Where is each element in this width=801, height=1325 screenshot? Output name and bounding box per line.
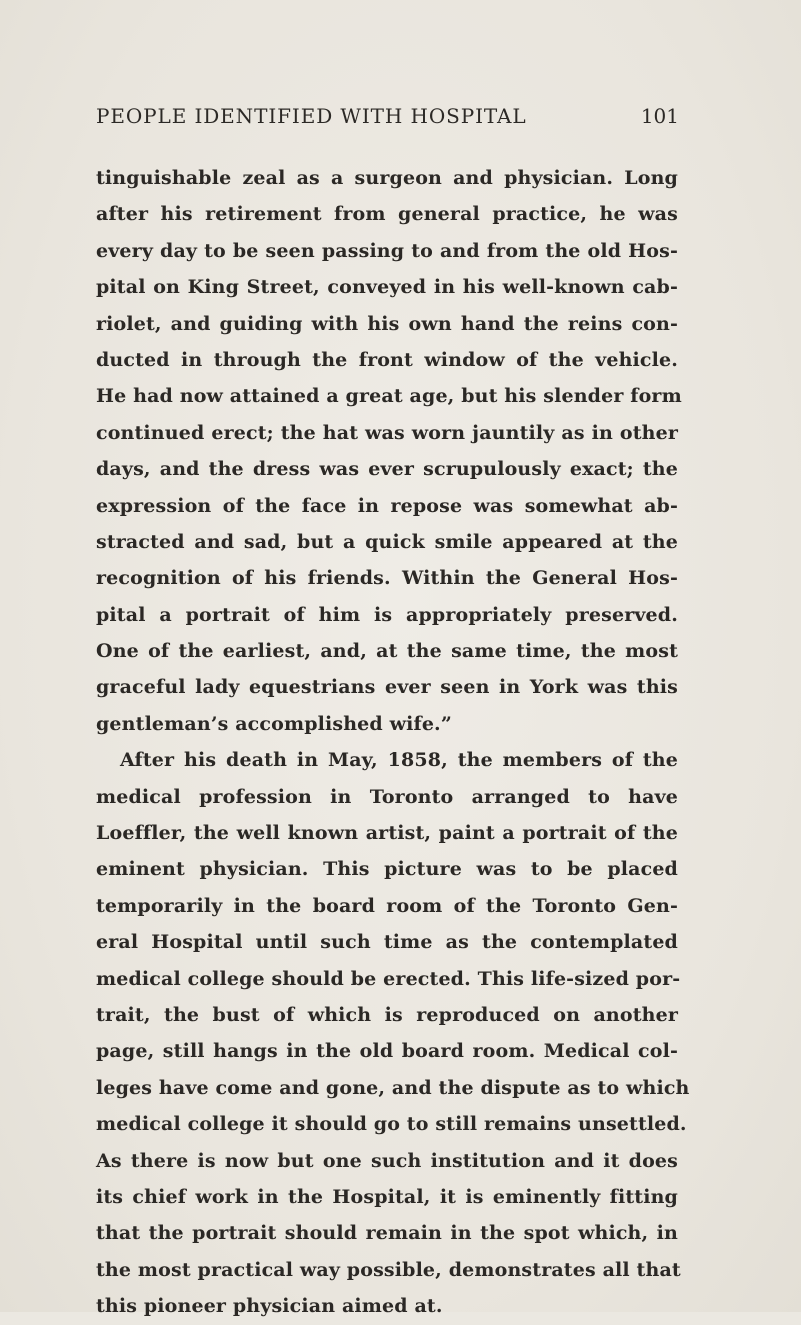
text-line: medical college should be erected. This life-sized por- xyxy=(96,967,681,990)
text-line: medical profession in Toronto arranged to have xyxy=(96,785,678,808)
text-line: eminent physician. This picture was to be placed xyxy=(96,858,678,881)
text-line: recognition of his friends. Within the General Hos- xyxy=(96,567,678,590)
text-line: As there is now but one such institution and it does xyxy=(96,1149,678,1172)
text-line: this pioneer physician aimed at. xyxy=(96,1295,443,1318)
text-line: He had now attained a great age, but his slender form xyxy=(96,385,682,408)
text-line: trait, the bust of which is reproduced on another xyxy=(96,1003,678,1026)
text-line: the most practical way possible, demonstrates all that xyxy=(96,1258,681,1281)
text-line: eral Hospital until such time as the contemplated xyxy=(96,931,678,954)
text-line: pital a portrait of him is appropriately preserved. xyxy=(96,603,678,626)
text-line: after his retirement from general practice, he was xyxy=(96,203,678,226)
text-line: continued erect; the hat was worn jauntily as in other xyxy=(96,421,678,444)
body-text xyxy=(96,160,690,1325)
text-line: stracted and sad, but a quick smile appeared at the xyxy=(96,530,678,553)
page-header xyxy=(96,104,679,134)
text-line: gentleman’s accomplished wife.” xyxy=(96,712,452,735)
running-title: PEOPLE IDENTIFIED WITH HOSPITAL xyxy=(96,104,527,128)
text-line: medical college it should go to still remains unsettled. xyxy=(96,1113,687,1136)
text-line: days, and the dress was ever scrupulously exact; the xyxy=(96,458,678,481)
text-line: every day to be seen passing to and from the old Hos- xyxy=(96,239,678,262)
text-line: One of the earliest, and, at the same time, the most xyxy=(96,640,678,663)
text-line: leges have come and gone, and the dispute as to which xyxy=(96,1076,690,1099)
text-line: Loeffler, the well known artist, paint a portrait of the xyxy=(96,822,678,845)
text-line: its chief work in the Hospital, it is eminently fitting xyxy=(96,1185,678,1208)
text-line: graceful lady equestrians ever seen in York was this xyxy=(96,676,678,699)
text-line: temporarily in the board room of the Toronto Gen- xyxy=(96,894,678,917)
text-line: tinguishable zeal as a surgeon and physician. Long xyxy=(96,167,678,189)
text-line: pital on King Street, conveyed in his well-known cab- xyxy=(96,276,678,299)
text-line: that the portrait should remain in the spot which, in xyxy=(96,1222,678,1245)
text-line: expression of the face in repose was somewhat ab- xyxy=(96,494,678,517)
text-line: page, still hangs in the old board room. Medical col- xyxy=(96,1040,678,1063)
text-line: After his death in May, 1858, the members of the xyxy=(120,749,678,772)
page-number: 101 xyxy=(640,104,679,128)
text-line: riolet, and guiding with his own hand the reins con- xyxy=(96,312,678,335)
text-line: ducted in through the front window of the vehicle. xyxy=(96,348,678,371)
